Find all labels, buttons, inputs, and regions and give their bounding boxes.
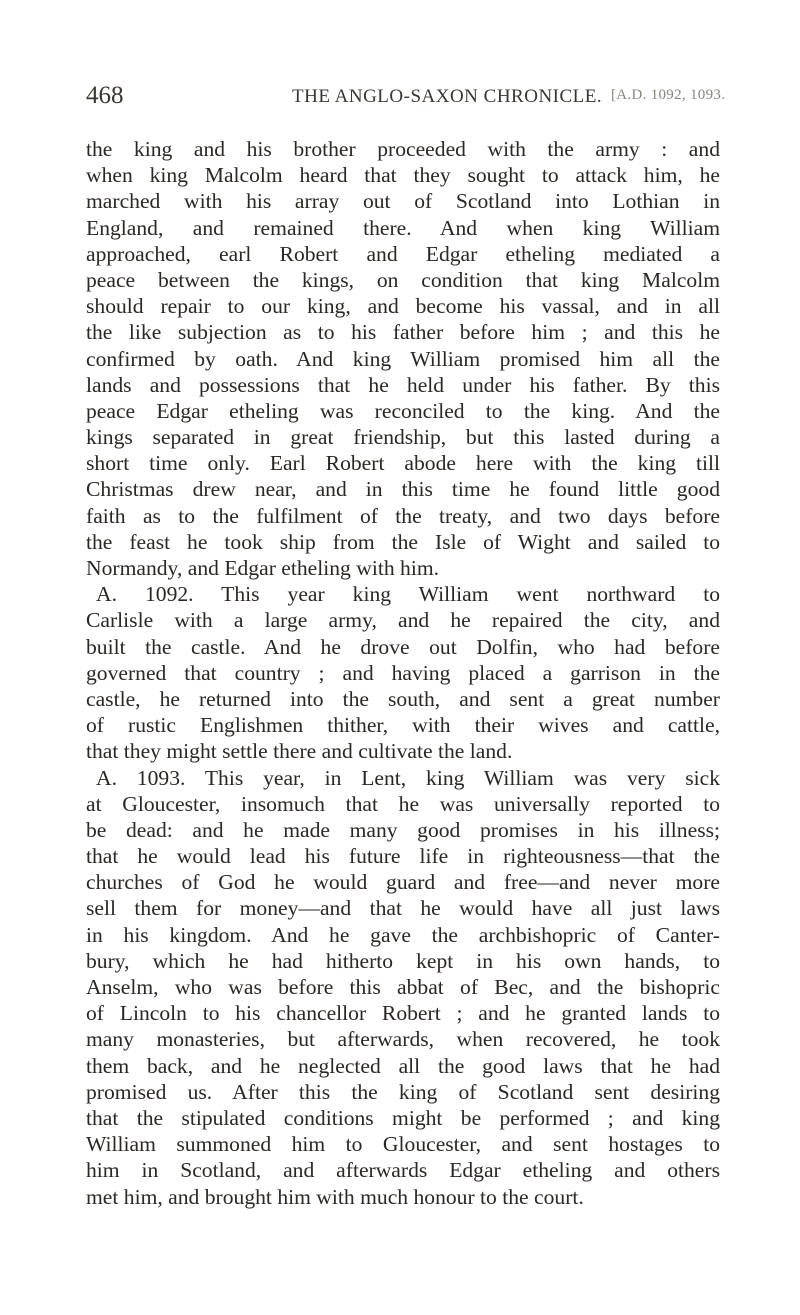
running-head — [86, 82, 726, 116]
text-line: him in Scotland, and afterwards Edgar etheling and others — [86, 1158, 720, 1183]
text-line: peace Edgar etheling was reconciled to the king. And the — [86, 398, 720, 423]
text-line: peace between the kings, on condition that king Malcolm — [86, 267, 720, 292]
text-line: in his kingdom. And he gave the archbishopric of Canter- — [86, 922, 720, 947]
text-line: Christmas drew near, and in this time he found little good — [86, 477, 720, 502]
text-line: them back, and he neglected all the good laws that he had — [86, 1053, 720, 1078]
text-line: England, and remained there. And when king William — [86, 215, 720, 240]
text-line: governed that country ; and having placed a garrison in the — [86, 660, 720, 685]
text-line: when king Malcolm heard that they sought to attack him, he — [86, 163, 720, 188]
text-line: of rustic Englishmen thither, with their wives and cattle, — [86, 713, 720, 738]
text-line: A. 1092. This year king William went northward to — [96, 582, 720, 607]
text-line: marched with his array out of Scotland into Lothian in — [86, 189, 720, 214]
text-line: that the stipulated conditions might be performed ; and king — [86, 1105, 720, 1130]
text-line: Anselm, who was before this abbat of Bec, and the bishopric — [86, 975, 720, 999]
text-line: at Gloucester, insomuch that he was universally reported to — [86, 791, 720, 816]
date-range: [A.D. 1092, 1093. — [611, 87, 726, 103]
text-line: should repair to our king, and become his vassal, and in all — [86, 294, 720, 319]
text-line: bury, which he had hitherto kept in his own hands, to — [86, 948, 720, 973]
text-line: confirmed by oath. And king William promised him all the — [86, 346, 720, 371]
running-title: THE ANGLO-SAXON CHRONICLE. — [292, 86, 603, 107]
text-line: Normandy, and Edgar etheling with him. — [86, 556, 440, 580]
text-line: faith as to the fulfilment of the treaty, and two days before — [86, 503, 720, 528]
text-line: built the castle. And he drove out Dolfin, who had before — [86, 634, 720, 659]
text-line: sell them for money—and that he would have all just laws — [86, 896, 720, 921]
text-line: of Lincoln to his chancellor Robert ; and he granted lands to — [86, 1001, 720, 1026]
body-text — [86, 136, 720, 1210]
text-line: short time only. Earl Robert abode here with the king till — [86, 451, 720, 476]
text-line: kings separated in great friendship, but this lasted during a — [86, 425, 720, 450]
text-line: the feast he took ship from the Isle of Wight and sailed to — [86, 529, 720, 554]
text-line: Carlisle with a large army, and he repaired the city, and — [86, 608, 720, 633]
text-line: churches of God he would guard and free—and never more — [86, 870, 720, 895]
text-line: many monasteries, but afterwards, when recovered, he took — [86, 1027, 720, 1052]
text-line: lands and possessions that he held under his father. By this — [86, 372, 720, 397]
text-line: approached, earl Robert and Edgar etheling mediated a — [86, 241, 720, 266]
text-line: A. 1093. This year, in Lent, king William was very sick — [96, 765, 720, 790]
text-line: that they might settle there and cultivate the land. — [86, 739, 513, 764]
text-line: promised us. After this the king of Scotland sent desiring — [86, 1079, 720, 1104]
text-line: be dead: and he made many good promises in his illness; — [86, 817, 720, 842]
text-line: met him, and brought him with much honour to the court. — [86, 1184, 584, 1209]
text-line: castle, he returned into the south, and sent a great number — [86, 686, 720, 711]
text-line: William summoned him to Gloucester, and sent hostages to — [86, 1132, 720, 1157]
text-line: that he would lead his future life in righteousness—that the — [86, 844, 720, 869]
text-line: the king and his brother proceeded with the army : and — [86, 137, 720, 161]
page-number: 468 — [86, 82, 124, 109]
text-line: the like subjection as to his father before him ; and this he — [86, 320, 720, 345]
